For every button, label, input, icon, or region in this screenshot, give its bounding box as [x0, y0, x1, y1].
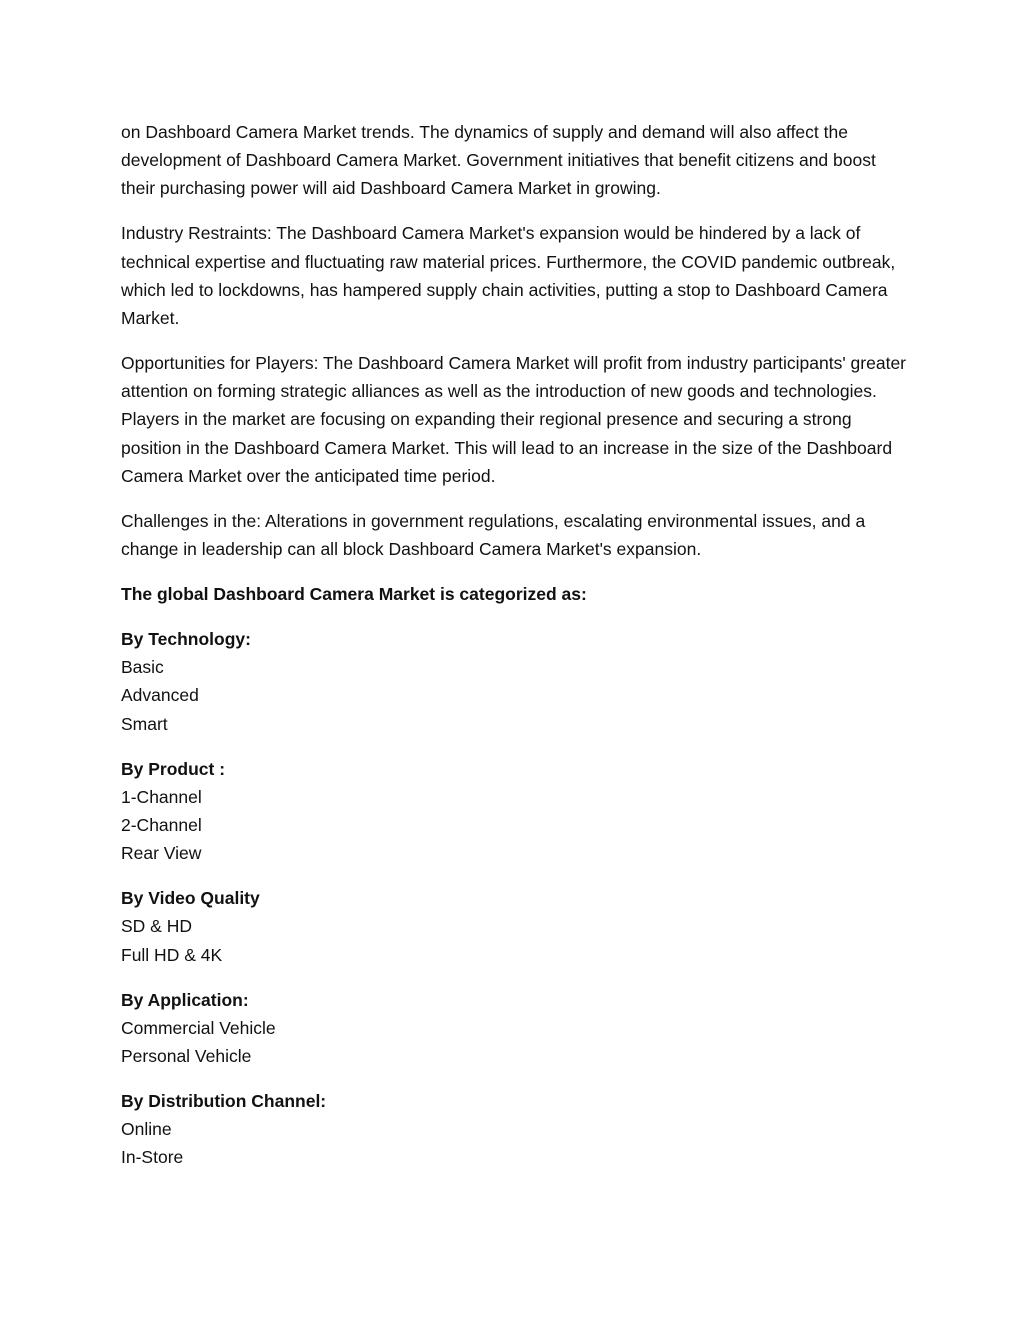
paragraph-market-trends: on Dashboard Camera Market trends. The dynamics of supply and demand will also affect the development of Dashboard Camera Market. Government initiatives that benefit citizens and boost their purchasing power will aid Dashboard Camera Market in growing.	[121, 122, 876, 199]
document-page	[121, 118, 911, 1188]
list-item: Full HD & 4K	[121, 944, 223, 965]
list-item: 1-Channel	[121, 786, 202, 807]
section-title: By Application:	[121, 989, 249, 1010]
section-title: By Product :	[121, 758, 226, 779]
list-item: 2-Channel	[121, 815, 202, 836]
section-application	[121, 986, 911, 1071]
paragraph-challenges: Challenges in the: Alterations in government regulations, escalating environmental issues, and a change in leadership can all block Dashboard Camera Market's expansion.	[121, 510, 866, 560]
list-item: Commercial Vehicle	[121, 1017, 276, 1038]
section-title: By Technology:	[121, 629, 251, 650]
list-item: Basic	[121, 657, 164, 678]
section-video-quality	[121, 884, 911, 969]
list-item: Personal Vehicle	[121, 1046, 252, 1067]
section-title: By Distribution Channel:	[121, 1091, 327, 1112]
section-title: By Video Quality	[121, 888, 260, 909]
section-product	[121, 755, 911, 868]
paragraph-opportunities: Opportunities for Players: The Dashboard Camera Market will profit from industry participants' greater attention on forming strategic alliances as well as the introduction of new goods and technologies. Players in the market are focusing on expanding their regional presence and securing a strong position in the Dashboard Camera Market. This will lead to an increase in the size of the Dashboard Camera Market over the anticipated time period.	[121, 353, 907, 486]
list-item: Online	[121, 1119, 172, 1140]
list-item: Smart	[121, 713, 168, 734]
list-item: In-Store	[121, 1147, 184, 1168]
list-item: SD & HD	[121, 916, 192, 937]
list-item: Rear View	[121, 843, 202, 864]
section-distribution-channel	[121, 1087, 911, 1172]
list-item: Advanced	[121, 685, 199, 706]
section-technology	[121, 625, 911, 738]
paragraph-industry-restraints: Industry Restraints: The Dashboard Camera Market's expansion would be hindered by a lack of technical expertise and fluctuating raw material prices. Furthermore, the COVID pandemic outbreak, which led to lockdowns, has hampered supply chain activities, putting a stop to Dashboard Camera Market.	[121, 223, 896, 329]
categorized-heading: The global Dashboard Camera Market is categorized as:	[121, 584, 587, 605]
